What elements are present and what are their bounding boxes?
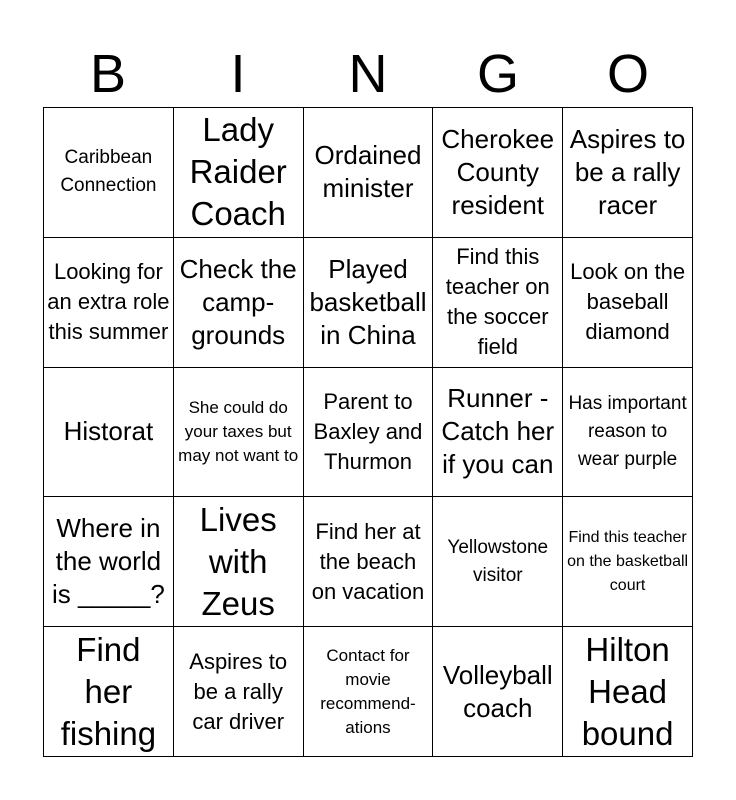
header-letter-g: G (476, 44, 519, 104)
bingo-cell-1-3[interactable]: Ordained minister (304, 108, 434, 238)
bingo-board (43, 107, 693, 757)
bingo-cell-1-5[interactable]: Aspires to be a rally racer (563, 108, 693, 238)
bingo-cell-3-3[interactable]: Parent to Baxley and Thurmon (304, 368, 434, 498)
bingo-cell-3-2[interactable]: She could do your taxes but may not want to (174, 368, 304, 498)
bingo-cell-5-5[interactable]: Hilton Head bound (563, 627, 693, 757)
bingo-header (43, 44, 693, 104)
bingo-cell-3-5[interactable]: Has important reason to wear purple (563, 368, 693, 498)
bingo-cell-3-4[interactable]: Runner - Catch her if you can (433, 368, 563, 498)
bingo-cell-1-2[interactable]: Lady Raider Coach (174, 108, 304, 238)
bingo-cell-5-4[interactable]: Volleyball coach (433, 627, 563, 757)
bingo-cell-4-5[interactable]: Find this teacher on the basketball court (563, 497, 693, 627)
header-letter-o: O (606, 44, 649, 104)
bingo-cell-2-5[interactable]: Look on the baseball diamond (563, 238, 693, 368)
bingo-cell-4-3[interactable]: Find her at the beach on vacation (304, 497, 434, 627)
header-letter-b: B (89, 44, 127, 104)
bingo-cell-4-4[interactable]: Yellowstone visitor (433, 497, 563, 627)
bingo-cell-5-3[interactable]: Contact for movie recommend-ations (304, 627, 434, 757)
bingo-cell-4-1[interactable]: Where in the world is _____? (44, 497, 174, 627)
bingo-cell-2-3[interactable]: Played basketball in China (304, 238, 434, 368)
bingo-cell-2-1[interactable]: Looking for an extra role this summer (44, 238, 174, 368)
bingo-cell-5-2[interactable]: Aspires to be a rally car driver (174, 627, 304, 757)
bingo-cell-1-1[interactable]: Caribbean Connection (44, 108, 174, 238)
bingo-cell-4-2[interactable]: Lives with Zeus (174, 497, 304, 627)
bingo-cell-2-2[interactable]: Check the camp-grounds (174, 238, 304, 368)
bingo-cell-5-1[interactable]: Find her fishing (44, 627, 174, 757)
header-letter-n: N (348, 44, 388, 104)
bingo-cell-3-1[interactable]: Historat (44, 368, 174, 498)
bingo-cell-2-4[interactable]: Find this teacher on the soccer field (433, 238, 563, 368)
header-letter-i: I (230, 44, 246, 104)
bingo-cell-1-4[interactable]: Cherokee County resident (433, 108, 563, 238)
